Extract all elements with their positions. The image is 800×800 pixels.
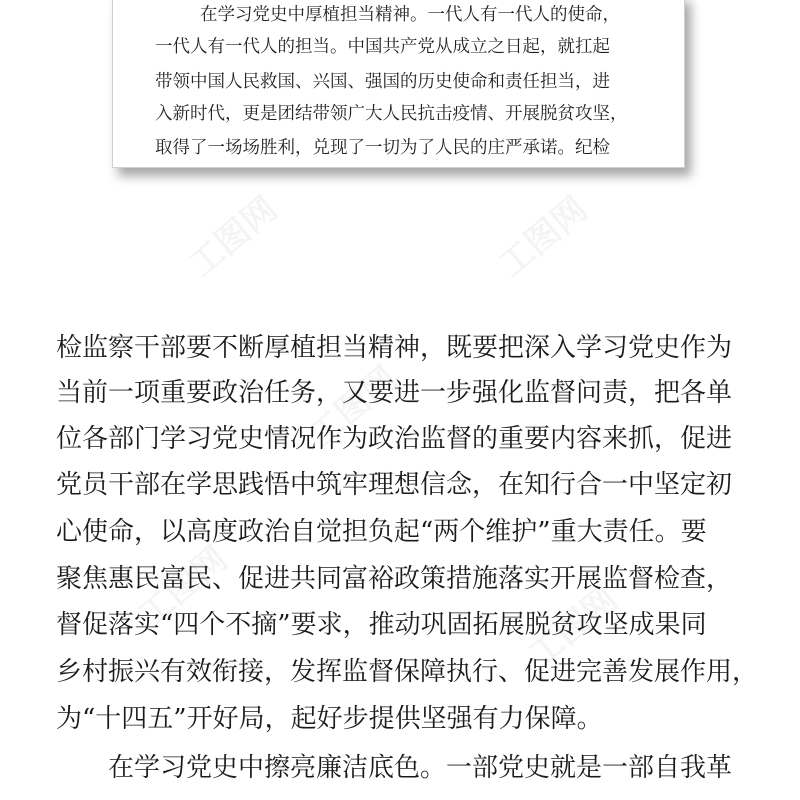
body-line: 乡村振兴有效衔接，发挥监督保障执行、促进完善发展作用，: [56, 657, 759, 687]
body-line: 检监察干部要不断厚植担当精神，既要把深入学习党史作为: [56, 333, 733, 363]
body-line: 聚焦惠民富民、促进共同富裕政策措施落实开展监督检查，: [56, 564, 733, 594]
excerpt-line: 一代人有一代人的担当。中国共产党从成立之日起，就扛起: [155, 37, 610, 57]
body-line: 为“十四五”开好局，起好步提供坚强有力保障。: [56, 704, 603, 734]
excerpt-line: 带领中国人民救国、兴国、强国的历史使命和责任担当，进: [155, 72, 610, 92]
excerpt-line: 入新时代，更是团结带领广大人民抗击疫情、开展脱贫攻坚，: [155, 104, 628, 124]
watermark: [176, 183, 286, 286]
body-line: 当前一项重要政治任务，又要进一步强化监督问责，把各单: [56, 378, 733, 408]
body-line: 督促落实“四个不摘”要求，推动巩固拓展脱贫攻坚成果同: [56, 610, 707, 640]
body-line: 党员干部在学思践悟中筑牢理想信念，在知行合一中坚定初: [56, 470, 733, 500]
watermark: [486, 183, 596, 286]
body-line: 位各部门学习党史情况作为政治监督的重要内容来抓，促进: [56, 424, 733, 454]
excerpt-card: [112, 0, 685, 168]
body-line: 心使命，以高度政治自觉担负起“两个维护”重大责任。要: [56, 517, 707, 547]
excerpt-line: 取得了一场场胜利，兑现了一切为了人民的庄严承诺。纪检: [155, 138, 610, 158]
excerpt-line: 在学习党史中厚植担当精神。一代人有一代人的使命，: [200, 5, 620, 25]
body-line-indented: 在学习党史中擦亮廉洁底色。一部党史就是一部自我革: [108, 753, 733, 783]
